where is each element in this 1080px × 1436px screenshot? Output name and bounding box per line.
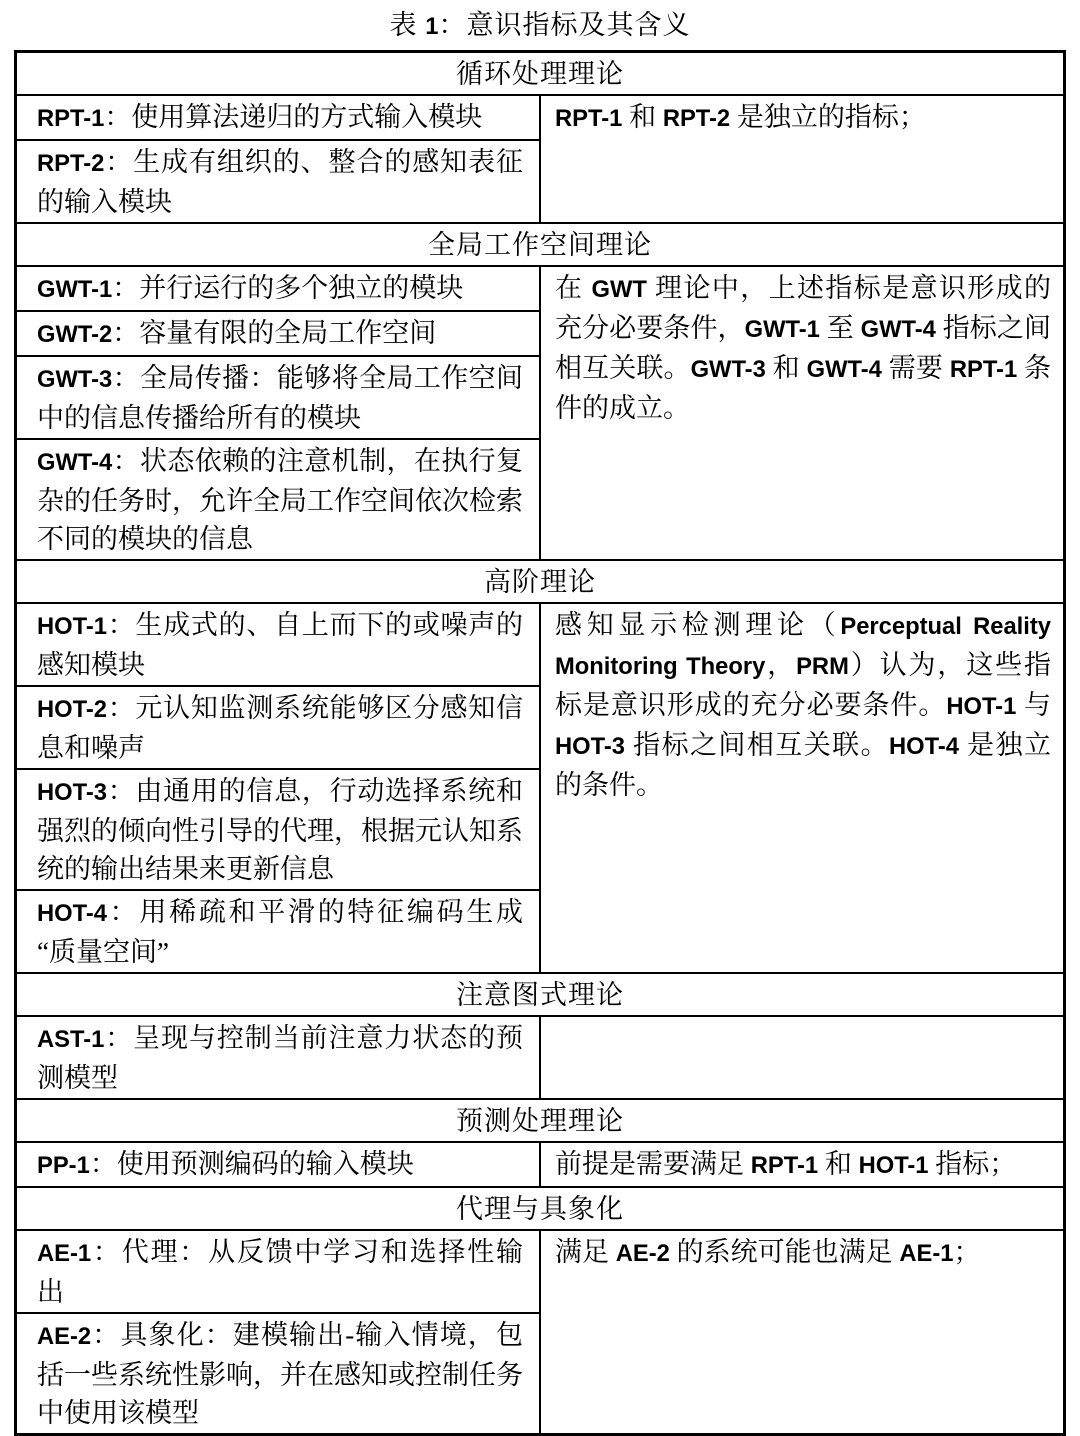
- latin-acronym: RPT-2: [37, 150, 105, 177]
- latin-acronym: HOT-3: [555, 733, 625, 760]
- latin-acronym: HOT-4: [37, 900, 107, 927]
- indicator-cell-hot-2: HOT-2：元认知监测系统能够区分感知信息和噪声: [16, 686, 541, 769]
- latin-acronym: PP-1: [37, 1152, 90, 1179]
- section-header-gwt: 全局工作空间理论: [16, 223, 1065, 266]
- table-row: [16, 603, 1065, 686]
- latin-acronym: GWT-2: [37, 321, 113, 348]
- latin-acronym: AE-2: [615, 1240, 670, 1267]
- latin-acronym: RPT-1: [750, 1152, 819, 1179]
- latin-acronym: AE-1: [37, 1240, 92, 1267]
- indicator-cell-hot-4: HOT-4：用稀疏和平滑的特征编码生成“质量空间”: [16, 890, 541, 973]
- latin-acronym: HOT-3: [37, 779, 107, 806]
- latin-acronym: PRM: [796, 653, 849, 680]
- indicator-cell-rpt-2: RPT-2：生成有组织的、整合的感知表征的输入模块: [16, 140, 541, 223]
- table-row: [16, 1016, 1065, 1099]
- table-row: [16, 95, 1065, 140]
- section-header-ast: 注意图式理论: [16, 973, 1065, 1016]
- latin-acronym: Perceptual Reality Monitoring Theory: [555, 613, 1051, 680]
- section-header-pp: 预测处理理论: [16, 1099, 1065, 1142]
- latin-acronym: HOT-2: [37, 696, 107, 723]
- indicator-cell-hot-3: HOT-3：由通用的信息，行动选择系统和强烈的倾向性引导的代理，根据元认知系统的输出结果来更新信息: [16, 769, 541, 890]
- table-row: [16, 52, 1065, 96]
- indicator-cell-gwt-2: GWT-2：容量有限的全局工作空间: [16, 311, 541, 356]
- latin-acronym: AST-1: [37, 1026, 105, 1053]
- table-row: [16, 266, 1065, 311]
- latin-acronym: GWT: [591, 276, 647, 303]
- latin-acronym: 1: [425, 13, 439, 40]
- table-caption: 表 1：意识指标及其含义: [389, 10, 691, 40]
- section-header-hot: 高阶理论: [16, 560, 1065, 603]
- latin-acronym: HOT-4: [889, 733, 959, 760]
- latin-acronym: AE-1: [899, 1240, 954, 1267]
- note-cell-ae: 满足 AE-2 的系统可能也满足 AE-1；: [540, 1230, 1065, 1435]
- note-cell-gwt: 在 GWT 理论中，上述指标是意识形成的充分必要条件，GWT-1 至 GWT-4 指标之间相互关联。GWT-3 和 GWT-4 需要 RPT-1 条件的成立。: [540, 266, 1065, 560]
- latin-acronym: RPT-1: [949, 356, 1018, 383]
- latin-acronym: GWT-3: [690, 356, 766, 383]
- latin-acronym: RPT-2: [662, 105, 731, 132]
- latin-acronym: GWT-4: [860, 316, 936, 343]
- latin-acronym: HOT-1: [37, 613, 107, 640]
- indicator-cell-ae-1: AE-1：代理：从反馈中学习和选择性输出: [16, 1230, 541, 1313]
- latin-acronym: GWT-4: [37, 449, 113, 476]
- latin-acronym: GWT-1: [37, 276, 113, 303]
- section-header-rpt: 循环处理理论: [16, 52, 1065, 96]
- latin-acronym: AE-2: [37, 1323, 92, 1350]
- indicator-cell-gwt-4: GWT-4：状态依赖的注意机制，在执行复杂的任务时，允许全局工作空间依次检索不同的模块的信息: [16, 439, 541, 560]
- table-row: [16, 223, 1065, 266]
- table-row: [16, 1099, 1065, 1142]
- indicator-cell-ae-2: AE-2：具象化：建模输出-输入情境，包括一些系统性影响，并在感知或控制任务中使用该模型: [16, 1313, 541, 1435]
- indicator-cell-rpt-1: RPT-1：使用算法递归的方式输入模块: [16, 95, 541, 140]
- table-row: [16, 1187, 1065, 1230]
- indicator-cell-hot-1: HOT-1：生成式的、自上而下的或噪声的感知模块: [16, 603, 541, 686]
- table-row: [16, 973, 1065, 1016]
- latin-acronym: HOT-1: [858, 1152, 929, 1179]
- latin-acronym: RPT-1: [37, 105, 105, 132]
- section-header-ae: 代理与具象化: [16, 1187, 1065, 1230]
- note-cell-ast: [540, 1016, 1065, 1099]
- latin-acronym: GWT-3: [37, 366, 113, 393]
- table-row: [16, 560, 1065, 603]
- indicator-cell-pp-1: PP-1：使用预测编码的输入模块: [16, 1142, 541, 1187]
- latin-acronym: HOT-1: [946, 693, 1017, 720]
- note-cell-rpt: RPT-1 和 RPT-2 是独立的指标；: [540, 95, 1065, 223]
- latin-acronym: GWT-1: [744, 316, 820, 343]
- table-row: [16, 1142, 1065, 1187]
- table-row: [16, 1230, 1065, 1313]
- consciousness-indicator-table: [14, 50, 1066, 1436]
- indicator-cell-gwt-3: GWT-3：全局传播：能够将全局工作空间中的信息传播给所有的模块: [16, 356, 541, 439]
- note-cell-pp: 前提是需要满足 RPT-1 和 HOT-1 指标；: [540, 1142, 1065, 1187]
- latin-acronym: RPT-1: [555, 105, 623, 132]
- indicator-cell-ast-1: AST-1：呈现与控制当前注意力状态的预测模型: [16, 1016, 541, 1099]
- indicator-cell-gwt-1: GWT-1：并行运行的多个独立的模块: [16, 266, 541, 311]
- note-cell-hot: 感知显示检测理论（Perceptual Reality Monitoring Theory，PRM）认为，这些指标是意识形成的充分必要条件。HOT-1 与 HOT-3 指标之间相互关联。HOT-4 是独立的条件。: [540, 603, 1065, 973]
- latin-acronym: GWT-4: [806, 356, 882, 383]
